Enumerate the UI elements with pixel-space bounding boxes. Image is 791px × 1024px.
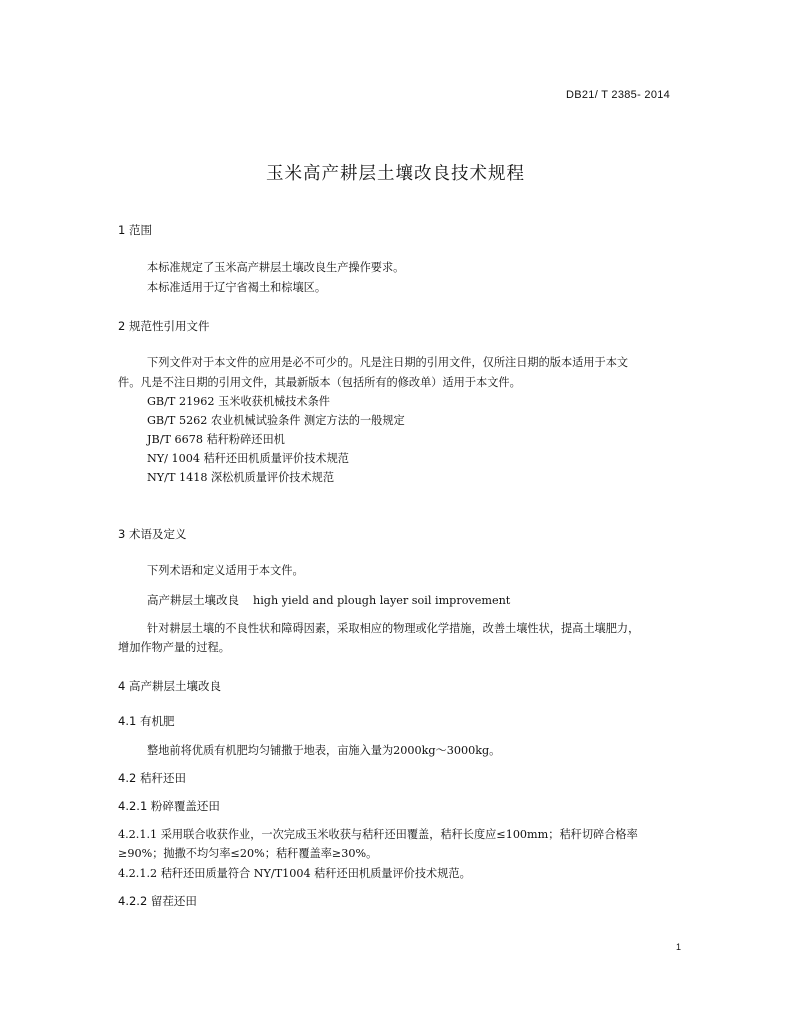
- section-1-heading: 1 范围: [118, 223, 152, 237]
- reference-item: GB/T 5262 农业机械试验条件 测定方法的一般规定: [147, 414, 405, 427]
- section-4-1-heading: 4.1 有机肥: [118, 714, 175, 728]
- clause-4-2-1-2: 4.2.1.2 秸秆还田质量符合 NY/T1004 秸秆还田机质量评价技术规范。: [118, 867, 471, 880]
- section-3-intro: 下列术语和定义适用于本文件。: [147, 564, 304, 577]
- section-4-heading: 4 高产耕层土壤改良: [118, 679, 221, 693]
- term-english: high yield and plough layer soil improvement: [253, 594, 511, 607]
- reference-item: GB/T 21962 玉米收获机械技术条件: [147, 395, 330, 408]
- standard-code: DB21/ T 2385- 2014: [566, 89, 671, 101]
- document-title: 玉米高产耕层土壤改良技术规程: [266, 164, 525, 184]
- section-1-paragraph-1: 本标准规定了玉米高产耕层土壤改良生产操作要求。: [147, 261, 405, 274]
- reference-item: NY/T 1418 深松机质量评价技术规范: [147, 471, 335, 484]
- section-2-intro-line-2: 件。凡是不注日期的引用文件，其最新版本（包括所有的修改单）适用于本文件。: [118, 376, 521, 389]
- section-4-2-heading: 4.2 秸秆还田: [118, 771, 186, 785]
- section-4-2-1-heading: 4.2.1 粉碎覆盖还田: [118, 799, 220, 813]
- section-3-heading: 3 术语及定义: [118, 527, 187, 541]
- term-chinese: 高产耕层土壤改良: [147, 593, 239, 607]
- section-4-2-2-heading: 4.2.2 留茬还田: [118, 894, 197, 908]
- page-number: 1: [676, 942, 682, 952]
- section-2-intro-line-1: 下列文件对于本文件的应用是必不可少的。凡是注日期的引用文件，仅所注日期的版本适用于本文: [147, 356, 629, 369]
- reference-item: NY/ 1004 秸秆还田机质量评价技术规范: [147, 452, 349, 465]
- reference-item: JB/T 6678 秸秆粉碎还田机: [147, 433, 285, 446]
- clause-4-2-1-1-line-1: 4.2.1.1 采用联合收获作业，一次完成玉米收获与秸秆还田覆盖，秸秆长度应≤100mm；秸秆切碎合格率: [118, 828, 638, 841]
- clause-4-2-1-1-line-2: ≥90%；抛撒不均匀率≤20%；秸秆覆盖率≥30%。: [118, 847, 378, 860]
- term-definition-line-2: 增加作物产量的过程。: [118, 641, 230, 654]
- term-definition-line-1: 针对耕层土壤的不良性状和障碍因素，采取相应的物理或化学措施，改善土壤性状，提高土壤肥力，: [147, 622, 640, 635]
- section-2-heading: 2 规范性引用文件: [118, 319, 210, 333]
- section-1-paragraph-2: 本标准适用于辽宁省褐土和棕壤区。: [147, 281, 327, 294]
- term-entry: [147, 592, 510, 608]
- section-4-1-text: 整地前将优质有机肥均匀铺撒于地表，亩施入量为2000kg～3000kg。: [147, 744, 501, 757]
